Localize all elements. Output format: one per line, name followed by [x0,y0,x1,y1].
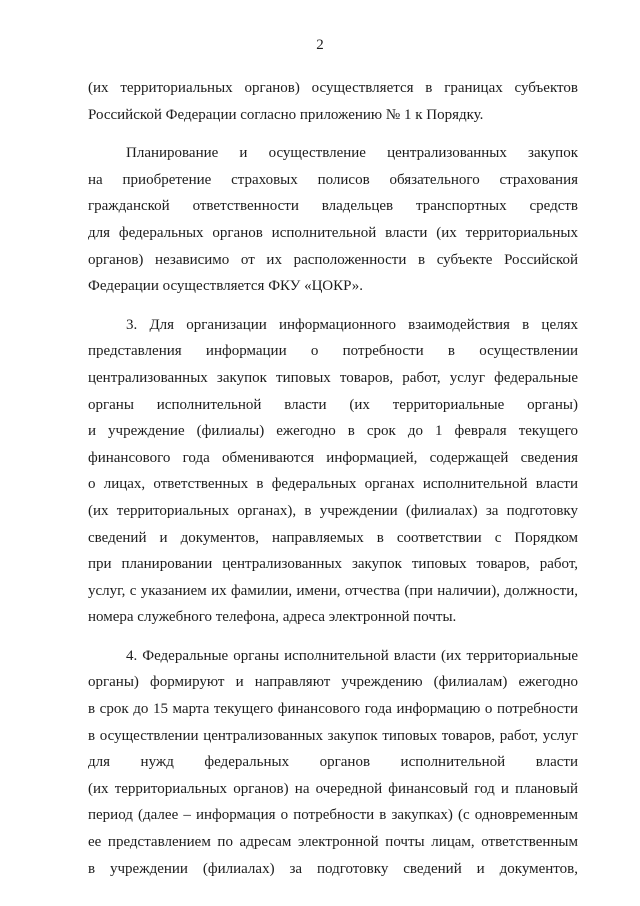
text-line: ее представлением по адресам электронной почты лицам, ответственным [88,834,578,851]
text-line: услуг, с указанием их фамилии, имени, отчества (при наличии), должности, [88,582,578,599]
page-number: 2 [316,37,324,53]
text-line: Федерации осуществляется ФКУ «ЦОКР». [88,278,364,295]
text-line: о лицах, ответственных в федеральных органах исполнительной власти [88,476,578,493]
text-line: органы) формируют и направляют учреждению (филиалам) ежегодно [88,674,578,691]
text-line: (их территориальных органов) на очередной финансовый год и плановый [88,780,578,797]
text-line: (их территориальных органов) осуществляется в границах субъектов [88,80,578,96]
text-line: гражданской ответственности владельцев транспортных средств [88,198,578,215]
text-line: финансового года обмениваются информацией, содержащей сведения [88,449,578,466]
text-line: органов) независимо от их расположенности в субъекте Российской [88,251,578,268]
text-line: на приобретение страховых полисов обязательного страхования [88,171,578,188]
paragraph-3 [88,312,578,631]
text-line: Российской Федерации согласно приложению № 1 к Порядку. [88,106,484,123]
paragraph-2 [88,140,578,300]
text-line: сведений и документов, направляемых в соответствии с Порядком [88,529,578,546]
text-line: и учреждение (филиалы) ежегодно в срок до 1 февраля текущего [88,423,578,440]
document-body [88,75,578,882]
text-line: в учреждении (филиалах) за подготовку сведений и документов, [88,860,578,877]
paragraph-1 [88,75,578,128]
text-line: для нужд федеральных органов исполнительной власти [88,754,578,771]
text-line: в срок до 15 марта текущего финансового года информацию о потребности [88,701,578,718]
text-line: представления информации о потребности в осуществлении [88,343,578,360]
text-line: при планировании централизованных закупок типовых товаров, работ, [88,556,578,573]
text-line: Планирование и осуществление централизованных закупок [126,145,578,162]
text-line: 4. Федеральные органы исполнительной власти (их территориальные [126,647,578,664]
text-line: органы исполнительной власти (их территориальные органы) [88,396,578,413]
text-line: централизованных закупок типовых товаров, работ, услуг федеральные [88,369,578,386]
text-line: период (далее – информация о потребности в закупках) (с одновременным [88,807,578,824]
paragraph-4 [88,643,578,882]
text-line: номера служебного телефона, адреса электронной почты. [88,609,457,626]
text-line: 3. Для организации информационного взаимодействия в целях [126,316,578,333]
text-line: (их территориальных органах), в учреждении (филиалах) за подготовку [88,502,578,519]
text-line: в осуществлении централизованных закупок типовых товаров, работ, услуг [88,727,578,744]
text-line: для федеральных органов исполнительной власти (их территориальных [88,224,578,241]
